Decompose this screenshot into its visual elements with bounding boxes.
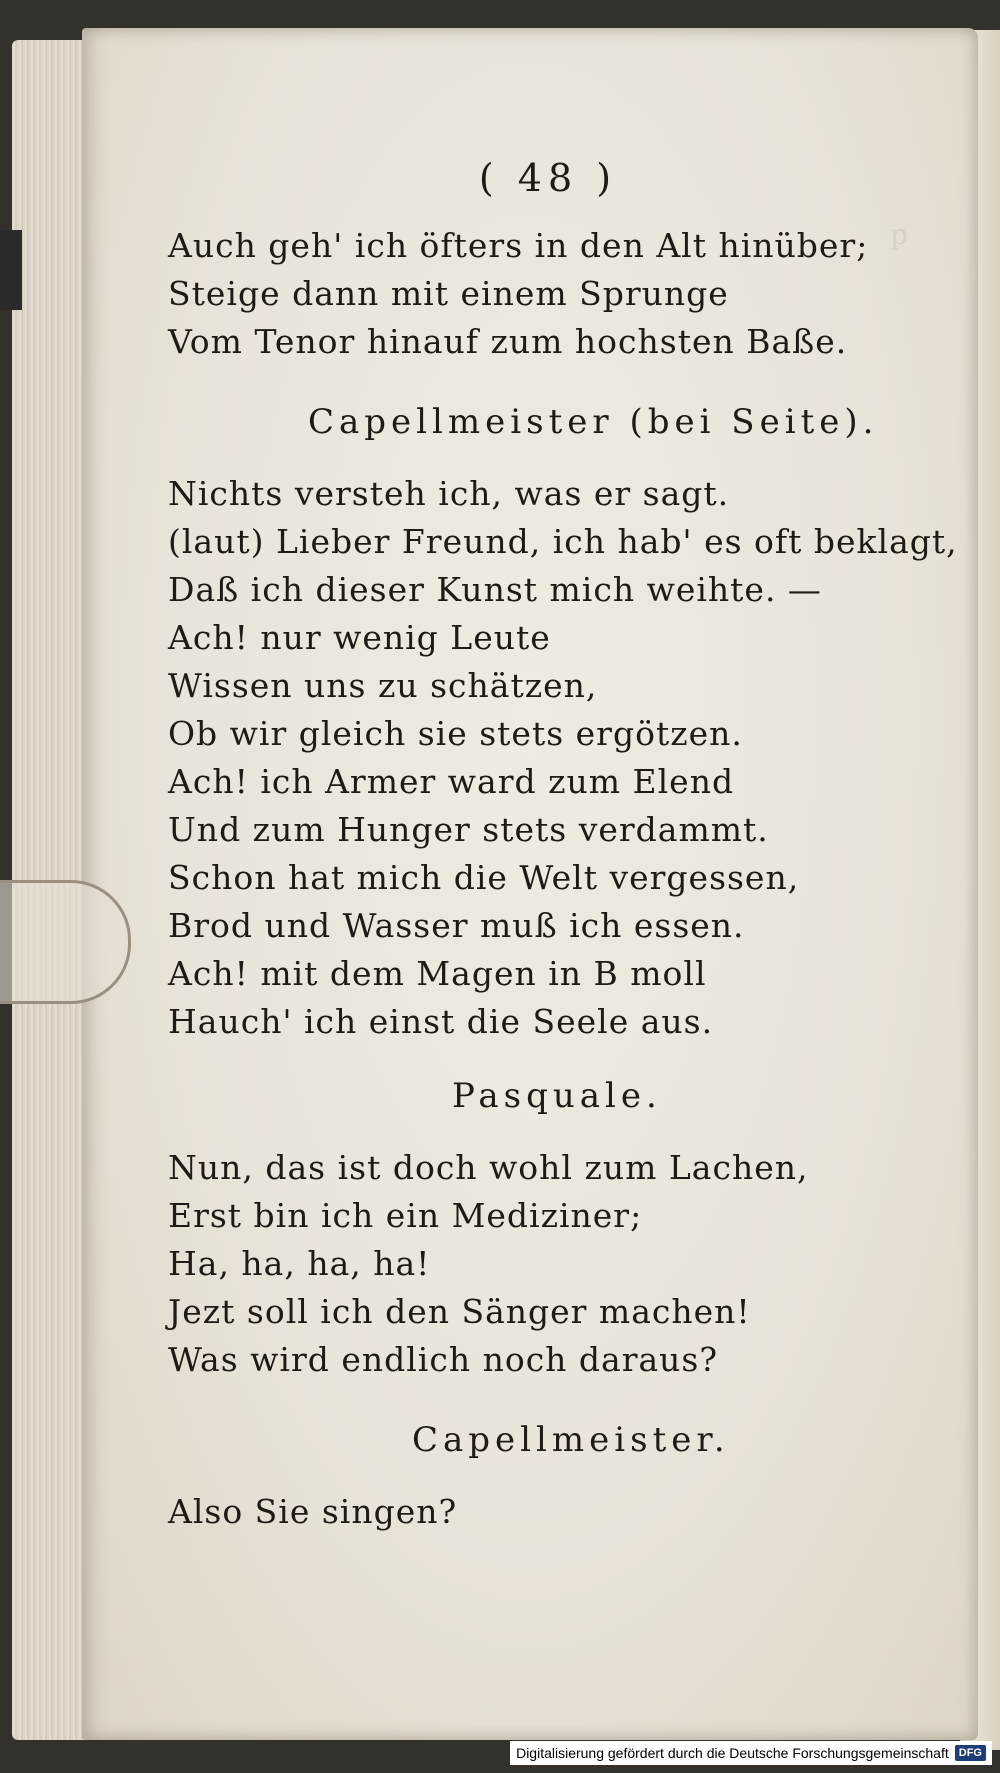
speaker-heading: Capellmeister.: [412, 1420, 730, 1460]
credit-text: Digitalisierung gefördert durch die Deutsche Forschungsgemeinschaft: [516, 1745, 949, 1761]
verse-line: Brod und Wasser muß ich essen.: [168, 906, 745, 945]
page-number: ( 48 ): [478, 156, 618, 200]
bookmark-tab: [0, 230, 22, 310]
verse-line: Und zum Hunger stets verdammt.: [168, 810, 769, 849]
verse-line: Vom Tenor hinauf zum hochsten Baße.: [168, 322, 848, 361]
verse-line: Auch geh' ich öfters in den Alt hinüber;: [168, 226, 869, 265]
verse-line: Schon hat mich die Welt vergessen,: [168, 858, 800, 897]
verse-line: Ach! mit dem Magen in B moll: [168, 954, 707, 993]
page-clip: [0, 880, 131, 1004]
verse-line: Jezt soll ich den Sänger machen!: [168, 1292, 751, 1331]
dfg-logo-icon: DFG: [955, 1745, 986, 1761]
verse-line: Steige dann mit einem Sprunge: [168, 274, 729, 313]
speaker-heading: Pasquale.: [452, 1076, 662, 1116]
verse-line: Ob wir gleich sie stets ergötzen.: [168, 714, 743, 753]
verse-line: Nichts versteh ich, was er sagt.: [168, 474, 730, 513]
verse-line: Wissen uns zu schätzen,: [168, 666, 598, 705]
bleed-through: p: [890, 218, 908, 251]
verse-line: Ha, ha, ha, ha!: [168, 1244, 431, 1283]
verse-line: Hauch' ich einst die Seele aus.: [168, 1002, 714, 1041]
verse-line: Also Sie singen?: [168, 1492, 458, 1531]
speaker-heading: Capellmeister (bei Seite).: [308, 402, 879, 442]
verse-line: Erst bin ich ein Mediziner;: [168, 1196, 643, 1235]
verse-line: (laut) Lieber Freund, ich hab' es oft beklagt,: [168, 522, 958, 561]
digitization-credit: [510, 1741, 992, 1765]
verse-line: Ach! nur wenig Leute: [168, 618, 551, 657]
verse-line: Ach! ich Armer ward zum Elend: [168, 762, 735, 801]
verse-line: Daß ich dieser Kunst mich weihte. —: [168, 570, 822, 609]
verse-line: Nun, das ist doch wohl zum Lachen,: [168, 1148, 809, 1187]
verse-line: Was wird endlich noch daraus?: [168, 1340, 719, 1379]
